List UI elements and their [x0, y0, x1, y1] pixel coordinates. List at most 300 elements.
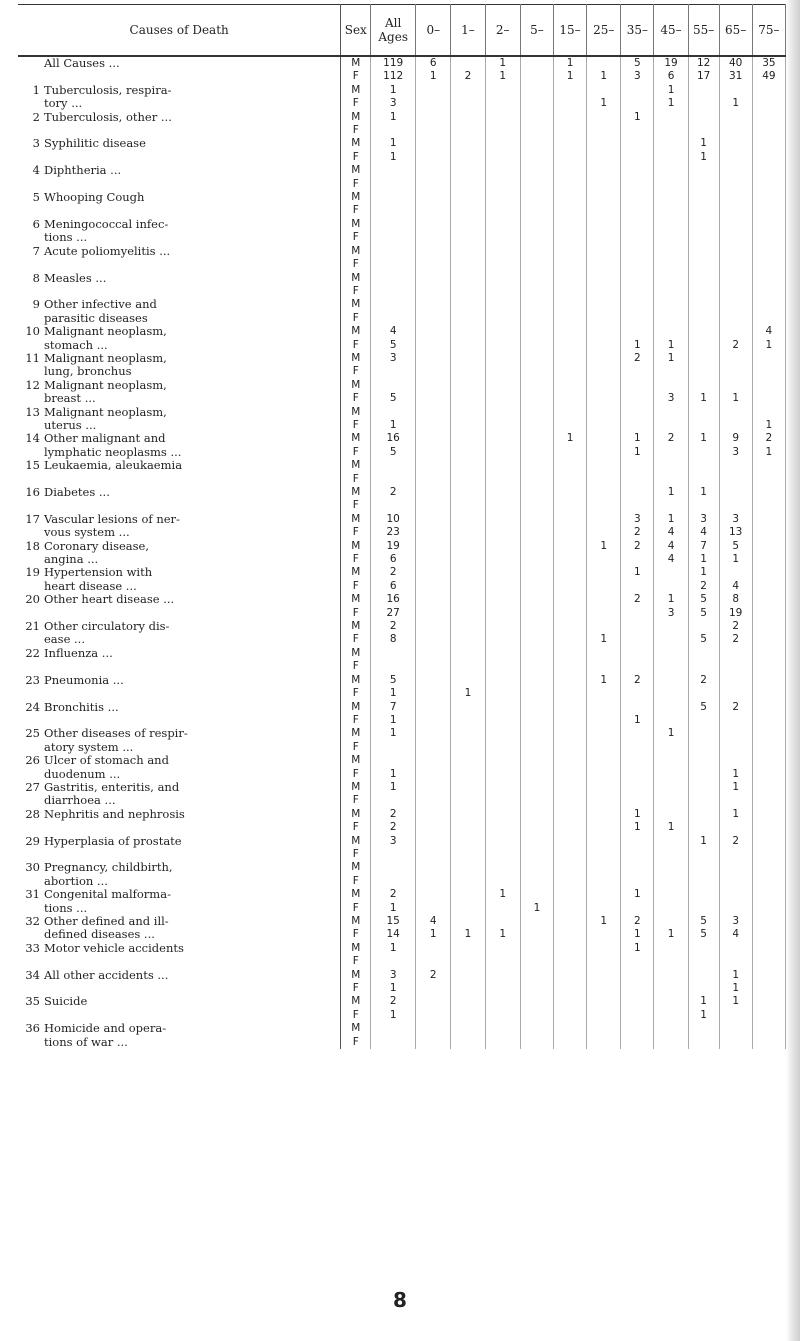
table-row — [18, 660, 786, 673]
count-cell — [587, 513, 621, 526]
count-cell — [553, 768, 586, 781]
count-cell — [587, 969, 621, 982]
count-cell — [451, 137, 485, 150]
cause-text: heart disease ... — [44, 579, 137, 593]
count-cell — [688, 272, 719, 285]
sex-cell: F — [341, 124, 371, 137]
count-cell — [654, 969, 688, 982]
count-cell: 1 — [719, 97, 752, 110]
cause-label — [18, 164, 341, 177]
count-cell — [621, 312, 654, 325]
count-cell — [520, 432, 553, 445]
count-cell: 7 — [688, 540, 719, 553]
count-cell: 3 — [371, 969, 416, 982]
count-cell: 3 — [371, 97, 416, 110]
count-cell: 23 — [371, 526, 416, 539]
count-cell — [520, 942, 553, 955]
count-cell: 5 — [621, 56, 654, 70]
count-cell — [752, 727, 785, 740]
table-row — [18, 111, 786, 124]
cause-number: 2 — [32, 110, 40, 124]
count-cell — [485, 486, 520, 499]
sex-cell: F — [341, 741, 371, 754]
count-cell — [485, 701, 520, 714]
count-cell — [621, 982, 654, 995]
count-cell — [553, 84, 586, 97]
count-cell — [587, 821, 621, 834]
cause-label — [18, 540, 341, 553]
sex-cell: F — [341, 714, 371, 727]
sex-cell: F — [341, 633, 371, 646]
sex-cell: F — [341, 312, 371, 325]
count-cell — [621, 995, 654, 1008]
count-cell: 1 — [587, 540, 621, 553]
count-cell — [451, 312, 485, 325]
count-cell — [587, 660, 621, 673]
count-cell: 1 — [371, 727, 416, 740]
table-row — [18, 513, 786, 526]
count-cell — [587, 379, 621, 392]
count-cell — [520, 1036, 553, 1049]
count-cell — [752, 392, 785, 405]
count-cell — [587, 1009, 621, 1022]
cause-label-cont — [18, 768, 341, 781]
count-cell — [621, 835, 654, 848]
count-cell — [654, 861, 688, 874]
count-cell — [688, 365, 719, 378]
count-cell — [688, 312, 719, 325]
count-cell — [553, 446, 586, 459]
count-cell: 1 — [371, 982, 416, 995]
count-cell — [416, 647, 451, 660]
count-cell — [451, 272, 485, 285]
count-cell — [416, 1022, 451, 1035]
cause-label-cont — [18, 794, 341, 807]
count-cell — [451, 298, 485, 311]
count-cell — [654, 285, 688, 298]
count-cell — [485, 285, 520, 298]
count-cell — [654, 137, 688, 150]
cause-number: 15 — [25, 459, 40, 473]
count-cell — [752, 111, 785, 124]
cause-text: tions of war ... — [44, 1035, 128, 1049]
sex-cell: F — [341, 392, 371, 405]
count-cell — [688, 768, 719, 781]
count-cell — [371, 955, 416, 968]
count-cell: 6 — [371, 553, 416, 566]
count-cell — [371, 312, 416, 325]
count-cell — [688, 687, 719, 700]
count-cell — [451, 1009, 485, 1022]
count-cell — [688, 379, 719, 392]
count-cell — [451, 607, 485, 620]
count-cell — [654, 365, 688, 378]
count-cell — [451, 633, 485, 646]
count-cell — [371, 124, 416, 137]
count-cell: 2 — [752, 432, 785, 445]
table-row — [18, 137, 786, 150]
sex-cell: F — [341, 70, 371, 83]
count-cell: 1 — [485, 928, 520, 941]
sex-cell: F — [341, 365, 371, 378]
count-cell — [621, 768, 654, 781]
page-number: 8 — [393, 1288, 407, 1312]
count-cell — [416, 808, 451, 821]
count-cell — [621, 406, 654, 419]
count-cell: 1 — [654, 821, 688, 834]
count-cell: 1 — [553, 432, 586, 445]
cause-number: 9 — [32, 298, 40, 312]
count-cell — [485, 794, 520, 807]
count-cell — [416, 298, 451, 311]
count-cell — [520, 272, 553, 285]
table-row — [18, 459, 786, 472]
count-cell — [416, 861, 451, 874]
count-cell — [485, 513, 520, 526]
sex-cell: M — [341, 486, 371, 499]
cause-label — [18, 84, 341, 97]
sex-cell: F — [341, 580, 371, 593]
count-cell — [371, 164, 416, 177]
count-cell — [485, 164, 520, 177]
count-cell — [451, 124, 485, 137]
count-cell — [654, 633, 688, 646]
count-cell — [485, 352, 520, 365]
count-cell — [621, 1036, 654, 1049]
count-cell — [752, 97, 785, 110]
table-row — [18, 231, 786, 244]
count-cell — [520, 647, 553, 660]
count-cell — [587, 593, 621, 606]
count-cell — [654, 218, 688, 231]
count-cell: 1 — [719, 808, 752, 821]
cause-text: duodenum ... — [44, 767, 121, 781]
table-row — [18, 473, 786, 486]
count-cell: 4 — [654, 540, 688, 553]
count-cell — [520, 339, 553, 352]
count-cell — [719, 285, 752, 298]
count-cell: 2 — [621, 674, 654, 687]
count-cell — [752, 633, 785, 646]
count-cell — [553, 969, 586, 982]
cause-number: 14 — [25, 432, 40, 446]
count-cell — [371, 754, 416, 767]
count-cell: 1 — [621, 714, 654, 727]
count-cell — [587, 486, 621, 499]
count-cell — [587, 902, 621, 915]
cause-label — [18, 942, 341, 955]
sex-cell: M — [341, 674, 371, 687]
count-cell — [485, 942, 520, 955]
count-cell — [520, 486, 553, 499]
table-row — [18, 124, 786, 137]
count-cell — [416, 1009, 451, 1022]
count-cell — [752, 808, 785, 821]
count-cell — [719, 204, 752, 217]
count-cell — [416, 352, 451, 365]
count-cell: 1 — [654, 928, 688, 941]
count-cell — [688, 848, 719, 861]
count-cell — [485, 633, 520, 646]
count-cell — [654, 915, 688, 928]
count-cell — [520, 848, 553, 861]
count-cell — [621, 285, 654, 298]
count-cell — [654, 473, 688, 486]
cause-text: parasitic diseases — [44, 311, 148, 325]
cause-label-cont — [18, 97, 341, 110]
count-cell — [752, 553, 785, 566]
count-cell — [587, 566, 621, 579]
count-cell — [451, 875, 485, 888]
cause-text: Other circulatory dis- — [44, 620, 170, 634]
sex-cell: M — [341, 432, 371, 445]
count-cell — [520, 365, 553, 378]
count-cell — [752, 245, 785, 258]
count-cell — [553, 1022, 586, 1035]
table-row — [18, 553, 786, 566]
table-row — [18, 647, 786, 660]
count-cell — [485, 111, 520, 124]
cause-text: angina ... — [44, 553, 99, 567]
count-cell — [688, 97, 719, 110]
count-cell — [520, 580, 553, 593]
count-cell — [654, 566, 688, 579]
cause-label — [18, 325, 341, 338]
header-age-5: 5– — [520, 5, 553, 57]
count-cell — [587, 245, 621, 258]
table-row — [18, 84, 786, 97]
count-cell — [688, 794, 719, 807]
cause-number: 4 — [32, 164, 40, 178]
count-cell — [752, 647, 785, 660]
count-cell — [654, 580, 688, 593]
cause-label — [18, 111, 341, 124]
count-cell — [587, 553, 621, 566]
sex-cell: M — [341, 164, 371, 177]
count-cell: 2 — [719, 701, 752, 714]
count-cell — [416, 419, 451, 432]
count-cell — [485, 580, 520, 593]
table-row — [18, 446, 786, 459]
count-cell: 1 — [621, 111, 654, 124]
header-age-75: 75– — [752, 5, 785, 57]
count-cell — [485, 325, 520, 338]
count-cell — [485, 607, 520, 620]
count-cell — [621, 660, 654, 673]
cause-number: 23 — [25, 673, 40, 687]
cause-text: lung, bronchus — [44, 365, 132, 379]
count-cell — [621, 902, 654, 915]
table-row — [18, 942, 786, 955]
count-cell — [553, 151, 586, 164]
count-cell — [371, 191, 416, 204]
cause-number: 24 — [25, 700, 40, 714]
sex-cell: F — [341, 258, 371, 271]
count-cell — [654, 312, 688, 325]
count-cell — [688, 982, 719, 995]
count-cell — [587, 285, 621, 298]
table-row — [18, 1009, 786, 1022]
count-cell: 4 — [688, 526, 719, 539]
count-cell — [719, 84, 752, 97]
count-cell — [654, 419, 688, 432]
count-cell — [688, 821, 719, 834]
count-cell — [451, 995, 485, 1008]
count-cell — [553, 942, 586, 955]
table-row — [18, 70, 786, 83]
count-cell — [485, 499, 520, 512]
count-cell — [520, 754, 553, 767]
cause-text: Leukaemia, aleukaemia — [44, 459, 183, 473]
table-row — [18, 928, 786, 941]
table-row — [18, 486, 786, 499]
count-cell — [688, 191, 719, 204]
cause-label-cont — [18, 446, 341, 459]
count-cell: 1 — [520, 902, 553, 915]
count-cell — [416, 218, 451, 231]
count-cell — [719, 848, 752, 861]
count-cell: 2 — [371, 620, 416, 633]
count-cell — [752, 754, 785, 767]
count-cell — [485, 151, 520, 164]
count-cell — [621, 499, 654, 512]
count-cell — [520, 137, 553, 150]
cause-text: Pregnancy, childbirth, — [44, 861, 173, 875]
count-cell: 13 — [719, 526, 752, 539]
count-cell — [553, 272, 586, 285]
count-cell — [416, 781, 451, 794]
count-cell — [719, 459, 752, 472]
sex-cell: M — [341, 218, 371, 231]
count-cell — [553, 111, 586, 124]
count-cell: 1 — [654, 84, 688, 97]
count-cell — [416, 660, 451, 673]
cause-text: Malignant neoplasm, — [44, 325, 167, 339]
cause-number: 29 — [25, 834, 40, 848]
count-cell — [587, 620, 621, 633]
cause-text: Motor vehicle accidents — [44, 941, 184, 955]
count-cell — [416, 164, 451, 177]
count-cell: 1 — [553, 70, 586, 83]
count-cell: 35 — [752, 56, 785, 70]
count-cell: 6 — [371, 580, 416, 593]
count-cell — [587, 365, 621, 378]
count-cell: 1 — [587, 97, 621, 110]
cause-text: All other accidents ... — [44, 968, 169, 982]
count-cell — [520, 593, 553, 606]
cause-label-cont — [18, 419, 341, 432]
count-cell — [752, 580, 785, 593]
count-cell — [371, 741, 416, 754]
table-row — [18, 272, 786, 285]
cause-label-cont — [18, 473, 341, 486]
count-cell — [719, 794, 752, 807]
count-cell — [587, 56, 621, 70]
count-cell — [520, 1009, 553, 1022]
count-cell — [416, 754, 451, 767]
table-row — [18, 580, 786, 593]
count-cell — [553, 204, 586, 217]
count-cell — [719, 164, 752, 177]
count-cell — [520, 258, 553, 271]
table-row — [18, 204, 786, 217]
header-age-65: 65– — [719, 5, 752, 57]
count-cell — [553, 982, 586, 995]
cause-text: Malignant neoplasm, — [44, 405, 167, 419]
count-cell — [688, 647, 719, 660]
count-cell — [654, 178, 688, 191]
count-cell — [416, 955, 451, 968]
count-cell — [752, 674, 785, 687]
cause-label — [18, 593, 341, 606]
table-row — [18, 741, 786, 754]
table-row — [18, 56, 786, 70]
count-cell: 2 — [654, 432, 688, 445]
cause-text: Measles ... — [44, 271, 107, 285]
count-cell: 1 — [654, 486, 688, 499]
count-cell — [553, 955, 586, 968]
count-cell — [688, 111, 719, 124]
count-cell — [587, 928, 621, 941]
count-cell — [371, 406, 416, 419]
count-cell — [451, 566, 485, 579]
sex-cell: F — [341, 660, 371, 673]
table-row — [18, 339, 786, 352]
table-body — [18, 56, 786, 1049]
cause-label — [18, 486, 341, 499]
count-cell — [451, 339, 485, 352]
count-cell: 12 — [688, 56, 719, 70]
cause-number: 1 — [32, 83, 40, 97]
count-cell — [719, 258, 752, 271]
cause-label — [18, 781, 341, 794]
count-cell — [752, 231, 785, 244]
count-cell — [485, 647, 520, 660]
count-cell — [416, 727, 451, 740]
sex-cell: F — [341, 285, 371, 298]
count-cell — [371, 1022, 416, 1035]
table-row — [18, 325, 786, 338]
count-cell — [485, 821, 520, 834]
count-cell: 2 — [688, 580, 719, 593]
count-cell — [520, 727, 553, 740]
count-cell — [752, 379, 785, 392]
count-cell: 2 — [371, 888, 416, 901]
count-cell — [485, 875, 520, 888]
count-cell — [520, 553, 553, 566]
count-cell — [553, 218, 586, 231]
count-cell — [485, 392, 520, 405]
count-cell: 19 — [654, 56, 688, 70]
count-cell — [587, 754, 621, 767]
count-cell — [587, 848, 621, 861]
count-cell — [553, 633, 586, 646]
table-row — [18, 285, 786, 298]
count-cell — [621, 419, 654, 432]
count-cell — [587, 781, 621, 794]
count-cell — [485, 902, 520, 915]
cause-label — [18, 620, 341, 633]
count-cell: 1 — [621, 339, 654, 352]
cause-number: 35 — [25, 995, 40, 1009]
count-cell — [416, 714, 451, 727]
count-cell: 1 — [688, 553, 719, 566]
sex-cell: M — [341, 754, 371, 767]
count-cell — [654, 499, 688, 512]
count-cell — [416, 137, 451, 150]
table-row — [18, 888, 786, 901]
count-cell — [485, 258, 520, 271]
